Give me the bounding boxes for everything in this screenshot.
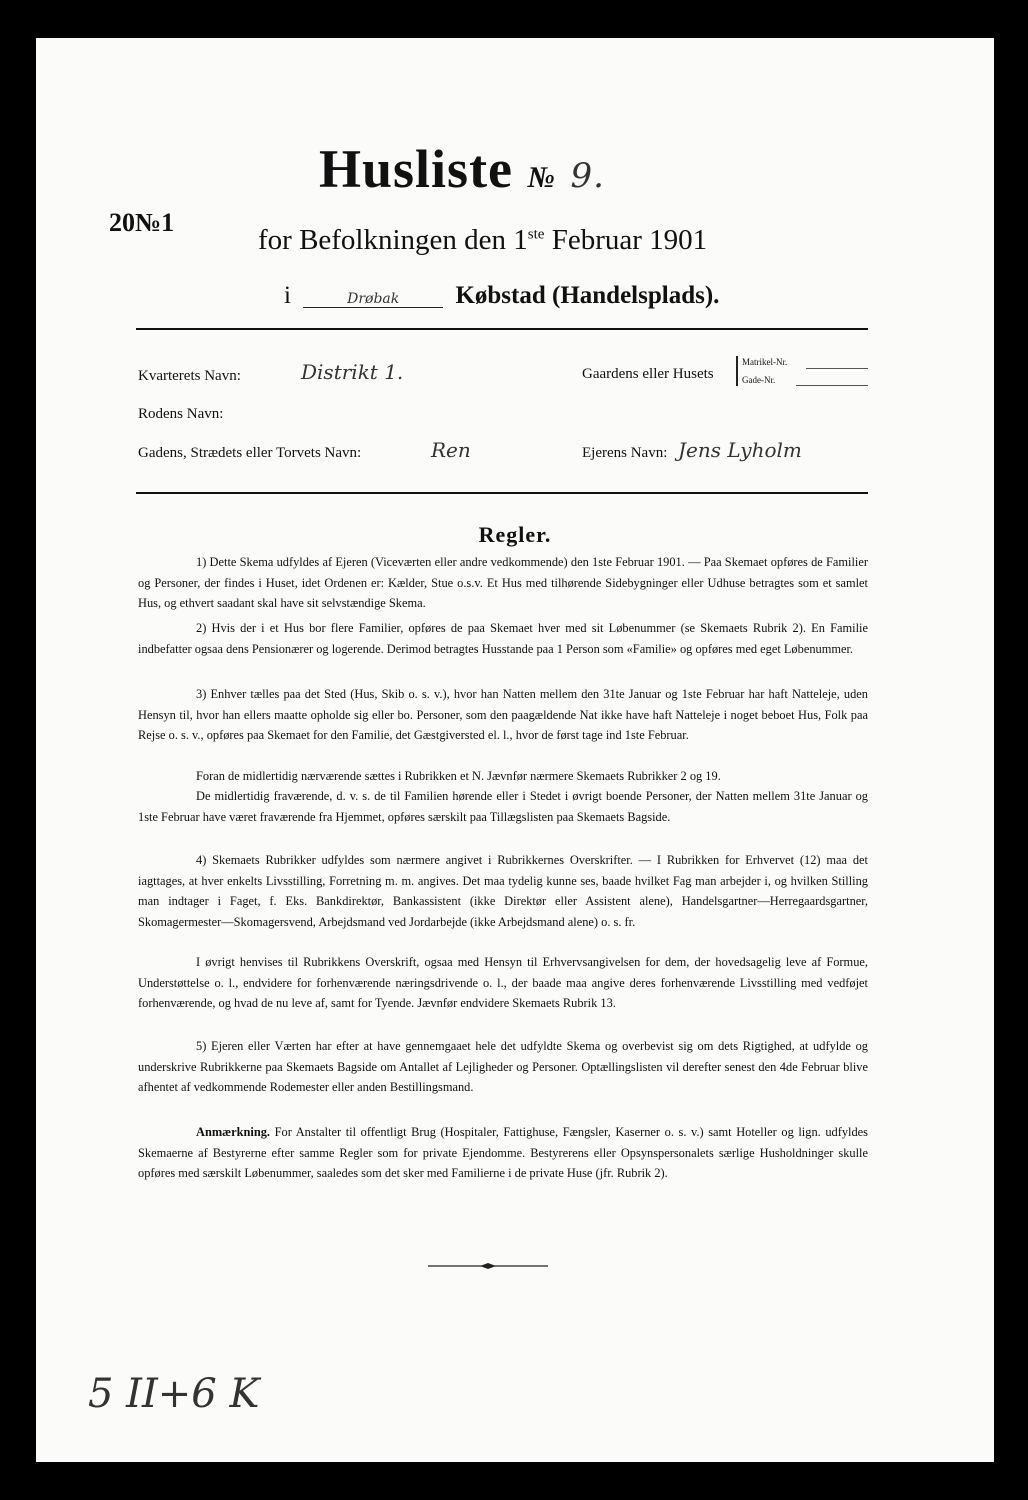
ornament-divider xyxy=(428,1263,548,1269)
matrikel-line xyxy=(806,368,868,369)
town-name: Drøbak xyxy=(303,291,443,308)
kvarter-label: Kvarterets Navn: xyxy=(138,368,241,384)
form-title: Husliste № 9. xyxy=(319,139,605,199)
gade-value: Ren xyxy=(431,438,471,462)
annotation: Anmærkning. For Anstalter til offentligt Brug (Hospitaler, Fattighuse, Fængsler, Kaserner o. s. v.) samt Hoteller og lign. udfyldes Skemaerne af Bestyrerne efter samme Regler som for private Ejendomme. Bestyrerens eller Opsynspersonalets særlige Husholdninger skulle opføres med særskilt Løbenummer, saaledes som det sker med Familierne i de private Huse (jfr. Rubrik 2). xyxy=(138,1125,868,1180)
house-number: 9. xyxy=(570,156,605,196)
gade-nr-line xyxy=(796,385,868,386)
margin-note: 5 II+6 K xyxy=(88,1371,260,1417)
roden-label: Rodens Navn: xyxy=(138,406,224,422)
rule-2: 2) Hvis der i et Hus bor flere Familier, opføres de paa Skemaet hver med sit Løbenummer (se Skemaets Rubrik 2). En Familie indbefatter ogsaa dens Pensionærer og logerende. Derimod betragtes Husstande paa 1 Person som «Familie» og opføres med eget Løbenummer. xyxy=(138,621,868,656)
rule-4: 4) Skemaets Rubrikker udfyldes som nærmere angivet i Rubrikkernes Overskrifter. — I Rubrikken for Erhvervet (12) maa det iagttages, at hver enkelts Livsstilling, Forretning m. m. angives. Det maa tydelig kunne ses, baade hvilket Fag man arbejder i, og hvilken Stilling man indtager i Faget, f. Eks. Bankdirektør, Bankassistent (ikke Direktør eller Assistent alene), Handelsgartner—Herregaardsgartner, Skomagermester—Skomagersvend, Arbejdsmand ved Jordarbejde (ikke Arbejdsmand alene) o. s. fr. xyxy=(138,853,868,929)
subtitle-town: i Drøbak Købstad (Handelsplads). xyxy=(284,282,720,309)
rule-3-note-n: Foran de midlertidig nærværende sættes i Rubrikken et N. Jævnfør nærmere Skemaets Rubrikker 2 og 19. xyxy=(196,769,721,783)
regler-title: Regler. xyxy=(478,522,552,547)
census-form-page xyxy=(36,38,994,1462)
mid-rule xyxy=(136,492,868,494)
top-rule xyxy=(136,328,868,330)
kvarter-value: Distrikt 1. xyxy=(301,360,404,384)
rule-1: 1) Dette Skema udfyldes af Ejeren (Viceværten eller andre vedkommende) den 1ste Februar 1901. — Paa Skemaet opføres de Familier og Personer, der findes i Huset, idet Ordenen er: Kælder, Stue o.s.v. Et Hus med tilhørende Sidebygninger eller Udhuse betragtes som et samlet Hus, og ethvert saadant skal have sit selvstændige Skema. xyxy=(138,555,868,610)
list-number-stamp: 20№1 xyxy=(109,208,175,237)
gade-label: Gadens, Strædets eller Torvets Navn: xyxy=(138,445,362,461)
subtitle-date: for Befolkningen den 1ste Februar 1901 xyxy=(258,224,708,256)
rule-3-absent: De midlertidig fraværende, d. v. s. de til Familien hørende eller i Stedet i øvrigt boende Personer, der Natten mellem 31te Januar og 1ste Februar have været fraværende fra Hjemmet, opføres særskilt paa Tillægslisten paa Skemaets Bagside. xyxy=(138,789,868,824)
rule-3: 3) Enhver tælles paa det Sted (Hus, Skib o. s. v.), hvor han Natten mellem den 31te Januar og 1ste Februar har haft Natteleje, uden Hensyn til, hvor han ellers maatte opholde sig eller bo. Personer, som den paagældende Nat ikke have haft Natteleje i noget beboet Hus, Folk paa Rejse o. s. v., opføres paa Skemaet for den Familie, det Gæstgiversted el. l., hvor de først tage ind 1ste Februar. xyxy=(138,687,868,742)
brace xyxy=(736,356,738,386)
rule-4-more: I øvrigt henvises til Rubrikkens Overskrift, ogsaa med Hensyn til Erhvervsangivelsen for dem, der hovedsagelig leve af Formue, Understøttelse o. l., endvidere for forhenværende næringsdrivende o. l., der baade maa angive deres forhenværende Livsstilling med vedføjet forhenværende, og hvad de nu leve af, samt for Tyende. Jævnfør endvidere Skemaets Rubrik 13. xyxy=(138,955,868,1010)
matrikel-label: Matrikel-Nr. xyxy=(742,357,788,367)
gaard-label: Gaardens eller Husets xyxy=(582,366,714,382)
number-label: № xyxy=(527,161,556,194)
ejer-label: Ejerens Navn: xyxy=(582,445,668,461)
ejer-value: Jens Lyholm xyxy=(678,438,802,462)
gade-nr-label: Gade-Nr. xyxy=(742,375,776,385)
rule-5: 5) Ejeren eller Værten har efter at have gennemgaaet hele det udfyldte Skema og overbevist sig om dets Rigtighed, at udfylde og underskrive Rubrikkerne paa Skemaets Bagside om Antallet af Lejligheder og Personer. Optællingslisten vil derefter senest den 4de Februar blive afhentet af vedkommende Rodemester eller anden Bestillingsmand. xyxy=(138,1039,868,1094)
